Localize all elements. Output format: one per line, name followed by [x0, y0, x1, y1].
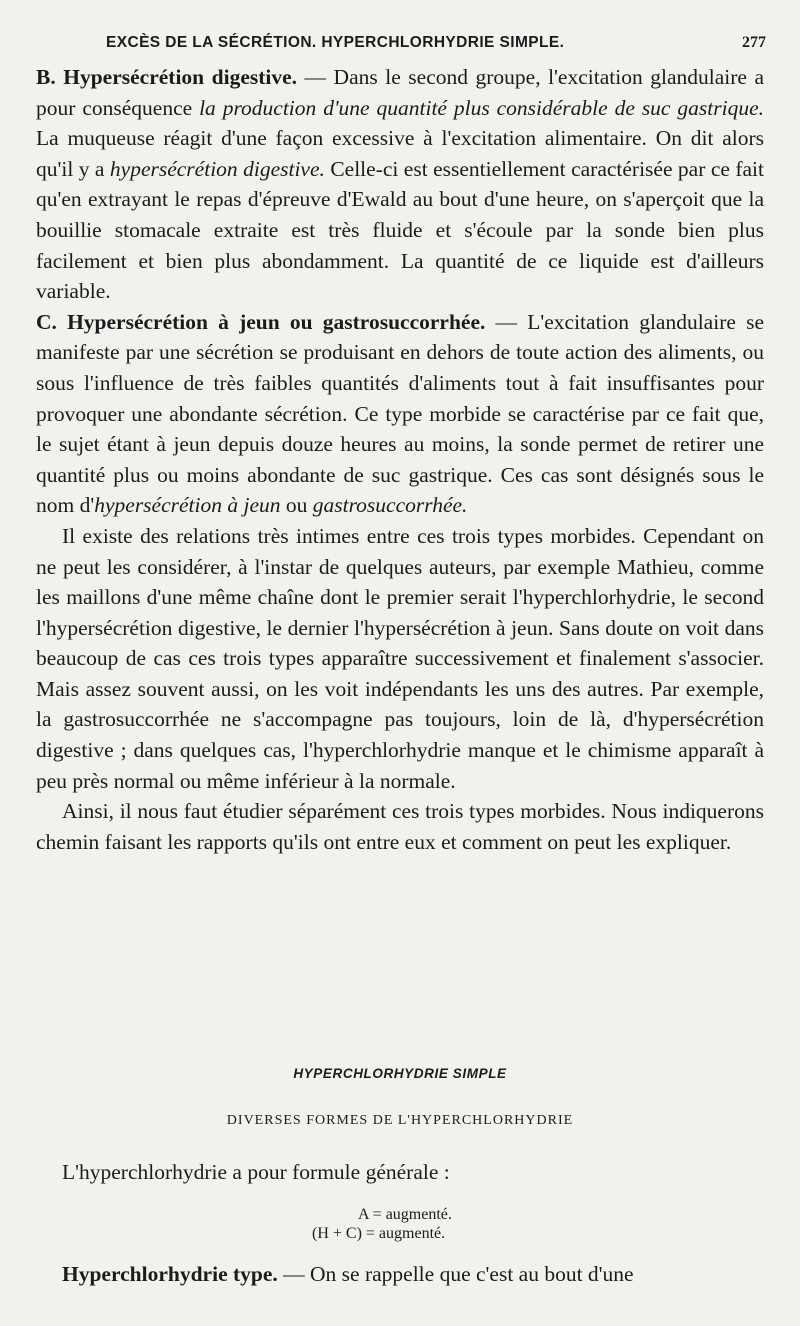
running-title: EXCÈS DE LA SÉCRÉTION. HYPERCHLORHYDRIE SIMPLE.: [106, 34, 565, 51]
paragraph-relations: Il existe des relations très intimes entre ces trois types morbides. Cependant on ne peut les considérer, à l'instar de quelques auteurs, par exemple Mathieu, comme les maillons d'une même chaîne dont le premier serait l'hyperchlorhydrie, le second l'hypersécrétion digestive, le dernier l'hypersécrétion à jeun. Sans doute on voit dans beaucoup de cas ces trois types apparaître successivement et finalement s'associer. Mais assez souvent aussi, on les voit indépendants les uns des autres. Par exemple, la gastrosuccorrhée ne s'accompagne pas toujours, loin de là, d'hypersécrétion digestive ; dans quelques cas, l'hyperchlorhydrie manque et le chimisme apparaît à peu près normal ou même inférieur à la normale.: [36, 523, 764, 793]
paragraph-lead: Hyperchlorhydrie type.: [62, 1262, 278, 1286]
emphasis-text: hypersécrétion à jeun: [94, 493, 281, 518]
emphasis-text: gastrosuccorrhée.: [312, 493, 468, 518]
paragraph-hyperchlorhydrie-type: [62, 1262, 634, 1287]
paragraph-text: — On se rappelle que c'est au bout d'une: [277, 1262, 634, 1286]
paragraph-lead: B. Hypersécrétion digestive.: [36, 65, 298, 89]
body-text: [36, 62, 764, 857]
paragraph-lead: C. Hypersécrétion à jeun ou gastrosuccorrhée.: [36, 309, 486, 334]
paragraph-text: — L'excitation glandulaire se manifeste par une sécrétion se produisant en dehors de toute action des aliments, ou sous l'influence de très faibles quantités d'aliments tout à fait insuffisantes pour provoquer une abondante sécrétion. Ce type morbide se caractérise par ce fait que, le sujet étant à jeun depuis douze heures au moins, la sonde permet de retirer une quantité plus ou moins abondante de suc gastrique. Ces cas sont désignés sous le nom d': [36, 309, 764, 518]
emphasis-text: hypersécrétion digestive.: [109, 156, 325, 181]
formula-line-2: (H + C) = augmenté.: [312, 1225, 446, 1242]
emphasis-text: la production d'une quantité plus considérable de suc gastrique.: [199, 95, 764, 120]
paragraph-text: ou: [280, 493, 313, 518]
paragraph-hypersecretion-digestive: [36, 62, 764, 307]
page-header: [60, 32, 780, 58]
paragraph-hypersecretion-a-jeun: [36, 307, 764, 521]
section-title: HYPERCHLORHYDRIE SIMPLE: [293, 1066, 507, 1081]
formula-intro: L'hyperchlorhydrie a pour formule générale :: [62, 1160, 450, 1184]
paragraph-text: Celle-ci est essentiellement caractérisée par ce fait qu'en extrayant le repas d'épreuve d'Ewald au bout d'une heure, on s'aperçoit que la bouillie stomacale extraite est très fluide et s'écoule par la sonde bien plus facilement et bien plus abondamment. La quantité de ce liquide est d'ailleurs variable.: [36, 156, 764, 304]
paragraph-text: — Dans le second groupe, l'excitation glandulaire a pour conséquence: [36, 65, 764, 120]
page-number: 277: [742, 34, 766, 51]
subsection-title: DIVERSES FORMES DE L'HYPERCHLORHYDRIE: [226, 1113, 574, 1128]
paragraph-text: La muqueuse réagit d'une façon excessive à l'excitation alimentaire. On dit alors qu'il y a: [36, 126, 764, 181]
formula-line-1: A = augmenté.: [358, 1206, 452, 1223]
paragraph-conclusion: Ainsi, il nous faut étudier séparément ces trois types morbides. Nous indiquerons chemin faisant les rapports qu'ils ont entre eux et comment on peut les expliquer.: [36, 799, 764, 854]
